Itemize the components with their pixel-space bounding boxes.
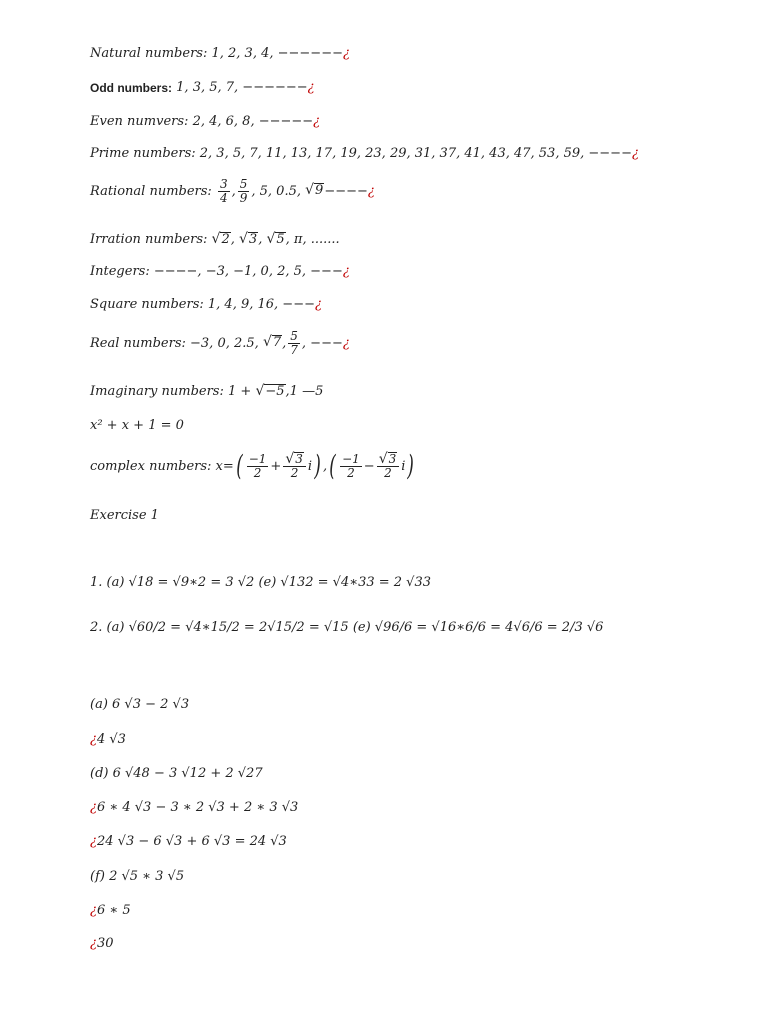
- fraction: $\frac{5}{7}$: [290, 329, 298, 357]
- real-numbers-line: Real numbers: −3, 0, 2.5, √ 7 , $\frac{5}{7}$ , −−− ¿: [90, 329, 350, 357]
- values: 1, 4, 9, 16, −−−: [207, 297, 315, 312]
- square-root: √ 3: [239, 231, 258, 247]
- values: ,1 —5: [285, 384, 324, 400]
- square-root: √ 2: [211, 231, 230, 247]
- values: 1 +: [228, 384, 252, 400]
- fraction: $\frac{-1}{2}$: [342, 451, 360, 480]
- label: Rational numbers:: [90, 183, 212, 199]
- imaginary-numbers-line: [90, 384, 323, 399]
- square-root: √ 7: [262, 334, 282, 351]
- exercise-f-step3: ¿ 30: [90, 936, 114, 951]
- label: Even numvers:: [90, 114, 189, 129]
- quadratic-equation: x² + x + 1 = 0: [90, 418, 184, 433]
- values: −−−−, −3, −1, 0, 2, 5, −−−: [153, 264, 343, 279]
- label: Natural numbers:: [90, 46, 208, 61]
- marker: ¿: [313, 114, 321, 129]
- exercise-d-step3: ¿ 24 √3 − 6 √3 + 6 √3 = 24 √3: [90, 834, 287, 849]
- label: complex numbers: x=: [90, 458, 234, 474]
- values: , 5, 0.5,: [251, 183, 301, 199]
- exercise-f-step2: ¿ 6 ∗ 5: [90, 903, 131, 918]
- irrational-numbers-line: Irration numbers: √ 2 , √ 3 , √ 5 , π, .......: [90, 231, 340, 248]
- dashes: , −−−: [301, 335, 343, 351]
- dashes: −−−−: [324, 183, 368, 199]
- label: Integers:: [90, 264, 150, 279]
- marker: ¿: [307, 80, 315, 95]
- even-numbers-line: [90, 114, 320, 129]
- complex-numbers-line: complex numbers: x= ( $\frac{-1}{2}$ + √ 3 2 i ) , ( $\frac{-1}{2}$ − √ 3 2 i ): [90, 449, 415, 482]
- label: Real numbers:: [90, 335, 186, 351]
- values: 1, 2, 3, 4, −−−−−−: [211, 46, 343, 61]
- marker: ¿: [367, 183, 375, 199]
- label: Imaginary numbers:: [90, 384, 224, 400]
- values: 2, 3, 5, 7, 11, 13, 17, 19, 23, 29, 31, 37, 41, 43, 47, 53, 59, −−−−: [199, 146, 632, 161]
- integers-line: [90, 264, 350, 279]
- natural-numbers-line: [90, 46, 350, 61]
- exercise-title: Exercise 1: [90, 508, 159, 523]
- exercise-f-step1: (f) 2 √5 ∗ 3 √5: [90, 869, 185, 884]
- values: −3, 0, 2.5,: [190, 335, 259, 351]
- label: Square numbers:: [90, 297, 204, 312]
- square-root: √ 9: [305, 182, 324, 199]
- prime-numbers-line: [90, 146, 639, 161]
- exercise-d-step1: (d) 6 √48 − 3 √12 + 2 √27: [90, 766, 263, 781]
- odd-numbers-line: [90, 80, 315, 95]
- exercise-1: 1. (a) √18 = √9∗2 = 3 √2 (e) √132 = √4∗33 = 2 √33: [90, 575, 431, 590]
- marker: ¿: [314, 297, 322, 312]
- label: Prime numbers:: [90, 146, 196, 161]
- fraction: $\frac{3}{4}$: [219, 177, 228, 205]
- fraction: $\frac{-1}{2}$: [248, 451, 267, 480]
- square-numbers-line: [90, 297, 322, 312]
- square-root: √ 5: [266, 231, 285, 247]
- rational-numbers-line: Rational numbers: $\frac{3}{4}$ , $\frac{5}{9}$ , 5, 0.5, √ 9 −−−− ¿: [90, 177, 375, 205]
- marker: ¿: [342, 264, 350, 279]
- marker: ¿: [342, 46, 350, 61]
- exercise-2: 2. (a) √60/2 = √4∗15/2 = 2√15/2 = √15 (e) √96/6 = √16∗6/6 = 4√6/6 = 2/3 √6: [90, 620, 604, 635]
- exercise-a-step1: (a) 6 √3 − 2 √3: [90, 697, 190, 712]
- exercise-d-step2: ¿ 6 ∗ 4 √3 − 3 ∗ 2 √3 + 2 ∗ 3 √3: [90, 800, 299, 815]
- fraction: $\frac{5}{9}$: [239, 177, 248, 205]
- marker: ¿: [631, 146, 639, 161]
- exercise-a-step2: ¿ 4 √3: [90, 732, 126, 747]
- fraction: √ 3 2: [283, 452, 306, 480]
- label: Odd numbers:: [90, 80, 173, 95]
- label: Irration numbers:: [90, 232, 208, 248]
- values: 1, 3, 5, 7, −−−−−−: [176, 80, 308, 95]
- values: 2, 4, 6, 8, −−−−−: [192, 114, 314, 129]
- marker: ¿: [342, 335, 350, 351]
- values: , π, .......: [285, 232, 340, 248]
- square-root: √ −5: [255, 383, 285, 399]
- fraction: √ 3 2: [377, 452, 400, 480]
